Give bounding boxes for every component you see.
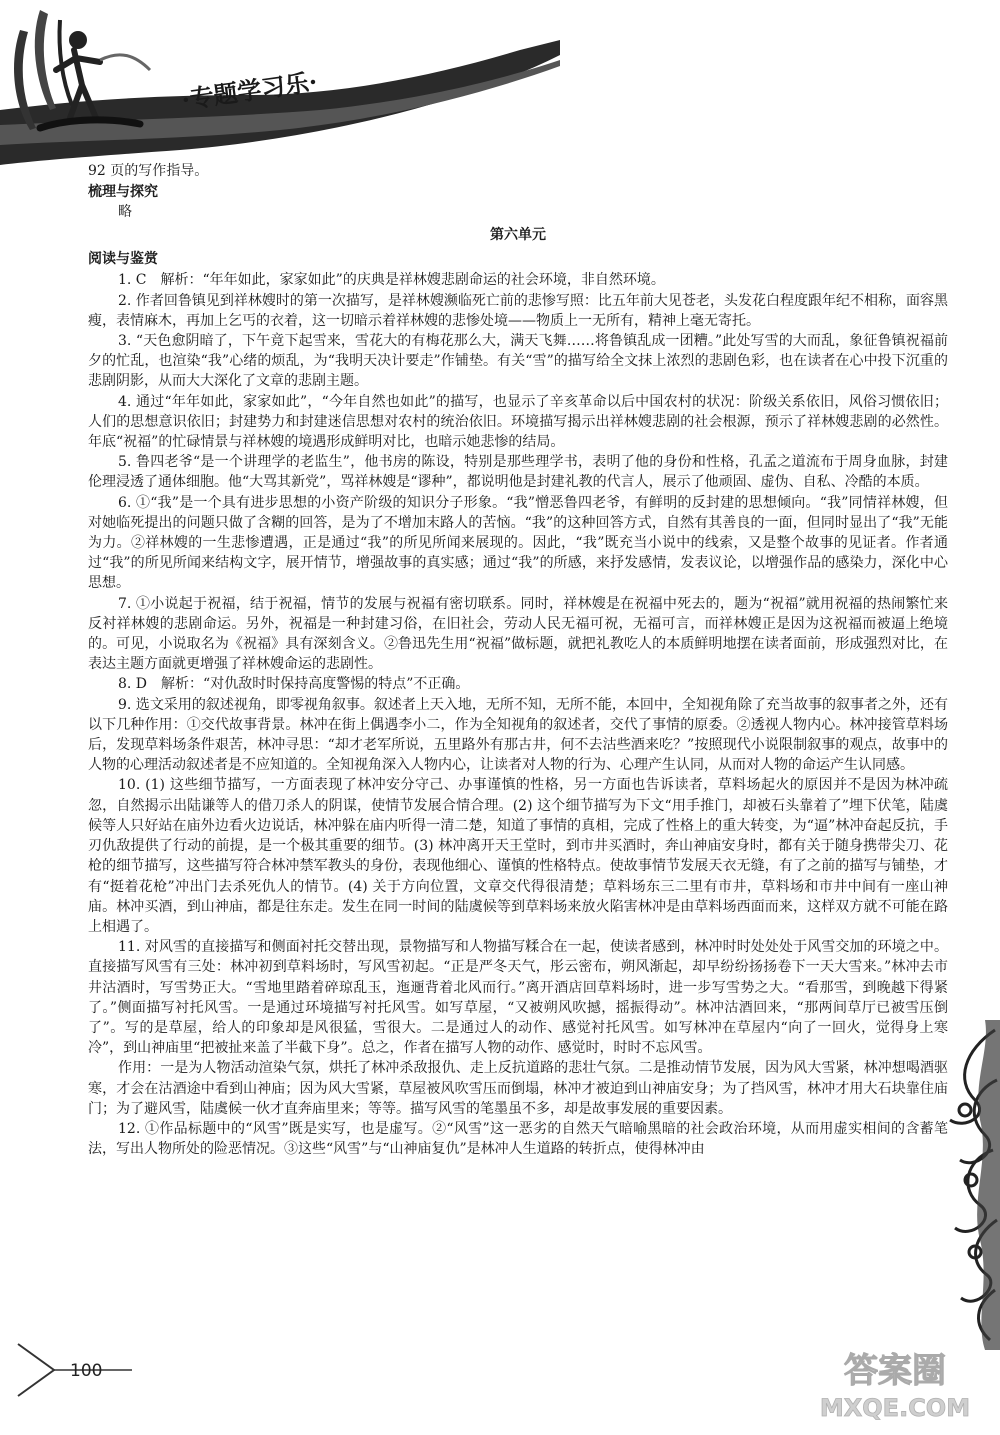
answer-paragraph: 6. ①“我”是一个具有进步思想的小资产阶级的知识分子形象。“我”憎恶鲁四老爷，有鲜明的反封建的思想倾向。“我”同情祥林嫂，但对她临死提出的问题只做了含糊的回答，是为了不增加末路人的苦恼。“我”的这种回答方式，自然有其善良的一面，但同时显出了“我”无能为力。②祥林嫂的一生悲惨遭遇，正是通过“我”的所见所闻来展现的。因此，“我”既充当小说中的线索，又是整个故事的见证者。作者通过“我”的所见所闻来结构文字，展开情节，增强故事的真实感；通过“我”的所感，来抒发感情，发表议论，以增强作品的感染力，深化中心思想。 bbox=[88, 494, 948, 592]
answer-paragraph: 9. 选文采用的叙述视角，即零视角叙事。叙述者上天入地，无所不知，无所不能，本回中，全知视角除了充当故事的叙事者之外，还有以下几种作用：①交代故事背景。林冲在街上偶遇李小二，作为全知视角的叙述者，交代了事情的原委。②透视人物内心。林冲接管草料场后，发现草料场条件艰苦，林冲寻思：“却才老军所说，五里路外有那古井，何不去沽些酒来吃？”按照现代小说限制叙事的观点，故事中的人物的心理活动叙述者是不应知道的。全知视角深入人物内心，让读者对人物的行为、心理产生认同，从而对人物的命运产生认同感。 bbox=[88, 696, 948, 774]
answer-paragraph: 12. ①作品标题中的“风雪”既是实写，也是虚写。②“风雪”这一恶劣的自然天气暗喻黑暗的社会政治环境，从而用虚实相间的含蓄笔法，写出人物所处的险恶情况。③这些“风雪”与“山神庙复仇”是林冲人生道路的转折点，使得林冲由 bbox=[88, 1120, 948, 1158]
answer-paragraph: 8. D 解析：“对仇敌时时保持高度警惕的特点”不正确。 bbox=[118, 676, 470, 693]
answer-paragraph: 1. C 解析：“年年如此，家家如此”的庆典是祥林嫂悲剧命运的社会环境，非自然环境。 bbox=[118, 272, 665, 289]
header-banner bbox=[0, 0, 560, 170]
svg-text:答案圈: 答案圈 bbox=[844, 1351, 946, 1391]
answer-paragraph: 7. ①小说起于祝福，结于祝福，情节的发展与祝福有密切联系。同时，祥林嫂是在祝福中死去的，题为“祝福”就用祝福的热闹繁忙来反衬祥林嫂的悲剧命运。另外，祝福是一种封建习俗，在旧社会，劳动人民无福可祝，无福可言，而祥林嫂正是因为这祝福而被逼上绝境的。可见，小说取名为《祝福》具有深刻含义。②鲁迅先生用“祝福”做标题，就把礼教吃人的本质鲜明地摆在读者面前，形成强烈对比，在表达主题方面就更增强了祥林嫂命运的悲剧性。 bbox=[88, 595, 948, 673]
answer-paragraph: 10. (1) 这些细节描写，一方面表现了林冲安分守己、办事谨慎的性格，另一方面也告诉读者，草料场起火的原因并不是因为林冲疏忽，自然揭示出陆谦等人的借刀杀人的阴谋，使情节发展合情合理。(2) 这个细节描写为下文“用手推门，却被石头靠着了”埋下伏笔，陆虞候等人只好站在庙外边看火边说话，林冲躲在庙内听得一清二楚，知道了事情的真相，完成了性格上的重大转变，为“逼”林冲奋起反抗，手刃仇敌提供了行动的前提，是一个极其重要的细节。(3) 林冲离开天王堂时，到市井买酒时，奔山神庙安身时，都有关于随身携带尖刀、花枪的细节描写，这些描写符合林冲禁军教头的身份，表现他细心、谨慎的性格特点。使故事情节发展天衣无缝，有了之前的描写与铺垫，才有“挺着花枪”冲出门去杀死仇人的情节。(4) 关于方向位置，文章交代得很清楚；草料场东三二里有市井，草料场和市井中间有一座山神庙。林冲买酒，到山神庙，都是往东走。发生在同一时间的陆虞候等到草料场来放火陷害林冲是由草料场西面而来，这样双方就不可能在路上相遇了。 bbox=[88, 777, 948, 935]
answer-paragraph: 2. 作者回鲁镇见到祥林嫂时的第一次描写，是祥林嫂濒临死亡前的悲惨写照：比五年前大见苍老，头发花白程度跟年纪不相称，面容黑瘦，表情麻木，再加上乞丐的衣着，这一切暗示着祥林嫂的悲惨处境——物质上一无所有，精神上毫无寄托。 bbox=[88, 292, 948, 329]
answer-paragraph: 作用：一是为人物活动渲染气氛，烘托了林冲杀敌报仇、走上反抗道路的悲壮气氛。二是推动情节发展，因为风大雪紧，林冲想喝酒驱寒，才会在沽酒途中看到山神庙；因为风大雪紧，草屋被风吹雪压而倒塌，林冲才被迫到山神庙安身；为了挡风雪，林冲才用大石块靠住庙门；为了避风雪，陆虞候一伙才直奔庙里来；等等。描写风雪的笔墨虽不多，却是故事发展的重要因素。 bbox=[88, 1060, 948, 1117]
header-decor-text: ·专题学习乐· bbox=[179, 66, 320, 115]
unit-title: 第六单元 bbox=[490, 227, 546, 244]
answer-paragraph: 4. 通过“年年如此，家家如此”，“今年自然也如此”的描写，也显示了辛亥革命以后中国农村的状况：阶级关系依旧，风俗习惯依旧；人们的思想意识依旧；封建势力和封建迷信思想对农村的统治依旧。环境描写揭示出祥林嫂悲剧的社会根源，预示了祥林嫂悲剧的必然性。年底“祝福”的忙碌情景与祥林嫂的境遇形成鲜明对比，也暗示她悲惨的结局。 bbox=[88, 393, 948, 451]
answer-paragraph: 3. “天色愈阴暗了，下午竟下起雪来，雪花大的有梅花那么大，满天飞舞……将鲁镇乱成一团糟。”此处写雪的大而乱，象征鲁镇祝福前夕的忙乱，也渲染“我”心绪的烦乱，为“我明天决计要走”作铺垫。有关“雪”的描写给全文抹上浓烈的悲剧色彩，也在读者在心中投下沉重的悲剧阴影，从而大大深化了文章的悲剧主题。 bbox=[88, 333, 948, 390]
swirl-decoration-icon bbox=[905, 1020, 1000, 1350]
answer-paragraph: 11. 对风雪的直接描写和侧面衬托交替出现，景物描写和人物描写糅合在一起，使读者感到，林冲时时处处处于风雪交加的环境之中。直接描写风雪有三处：林冲初到草料场时，写风雪初起。“正是严冬天气，彤云密布，朔风渐起，却早纷纷扬扬卷下一天大雪来。”林冲去市井沽酒时，写雪势正大。“雪地里踏着碎琼乱玉，迤逦背着北风而行。”离开酒店回草料场时，进一步写雪势之大。“看那雪，到晚越下得紧了。”侧面描写衬托风雪。一是通过环境描写衬托风雪。如写草屋，“又被朔风吹撼，摇振得动”。林冲沽酒回来，“那两间草厅已被雪压倒了”。写的是草屋，给人的印象却是风很猛，雪很大。二是通过人的动作、感觉衬托风雪。如写林冲在草屋内“向了一回火，觉得身上寒冷”，到山神庙里“把被扯来盖了半截下身”。总之，作者在描写人物的动作、感觉时，时时不忘风雪。 bbox=[88, 939, 948, 1057]
section-heading-reading: 阅读与鉴赏 bbox=[88, 251, 158, 268]
document-body bbox=[88, 162, 948, 1159]
omitted-note: 略 bbox=[118, 204, 132, 221]
svg-text:MXQE.COM: MXQE.COM bbox=[819, 1394, 971, 1422]
page-number: 100 bbox=[70, 1361, 103, 1381]
section-heading-sorting: 梳理与探究 bbox=[88, 184, 158, 201]
watermark-logo bbox=[800, 1340, 990, 1425]
answer-paragraph: 5. 鲁四老爷“是一个讲理学的老监生”，他书房的陈设，特别是那些理学书，表明了他的身份和性格，孔孟之道流布于周身血脉，封建伦理浸透了通体细胞。他“大骂其新党”，骂祥林嫂是“谬种”，都说明他是封建礼教的代言人，展示了他顽固、虚伪、自私、冷酷的本质。 bbox=[88, 454, 948, 491]
intro-line: 92 页的写作指导。 bbox=[88, 163, 209, 179]
